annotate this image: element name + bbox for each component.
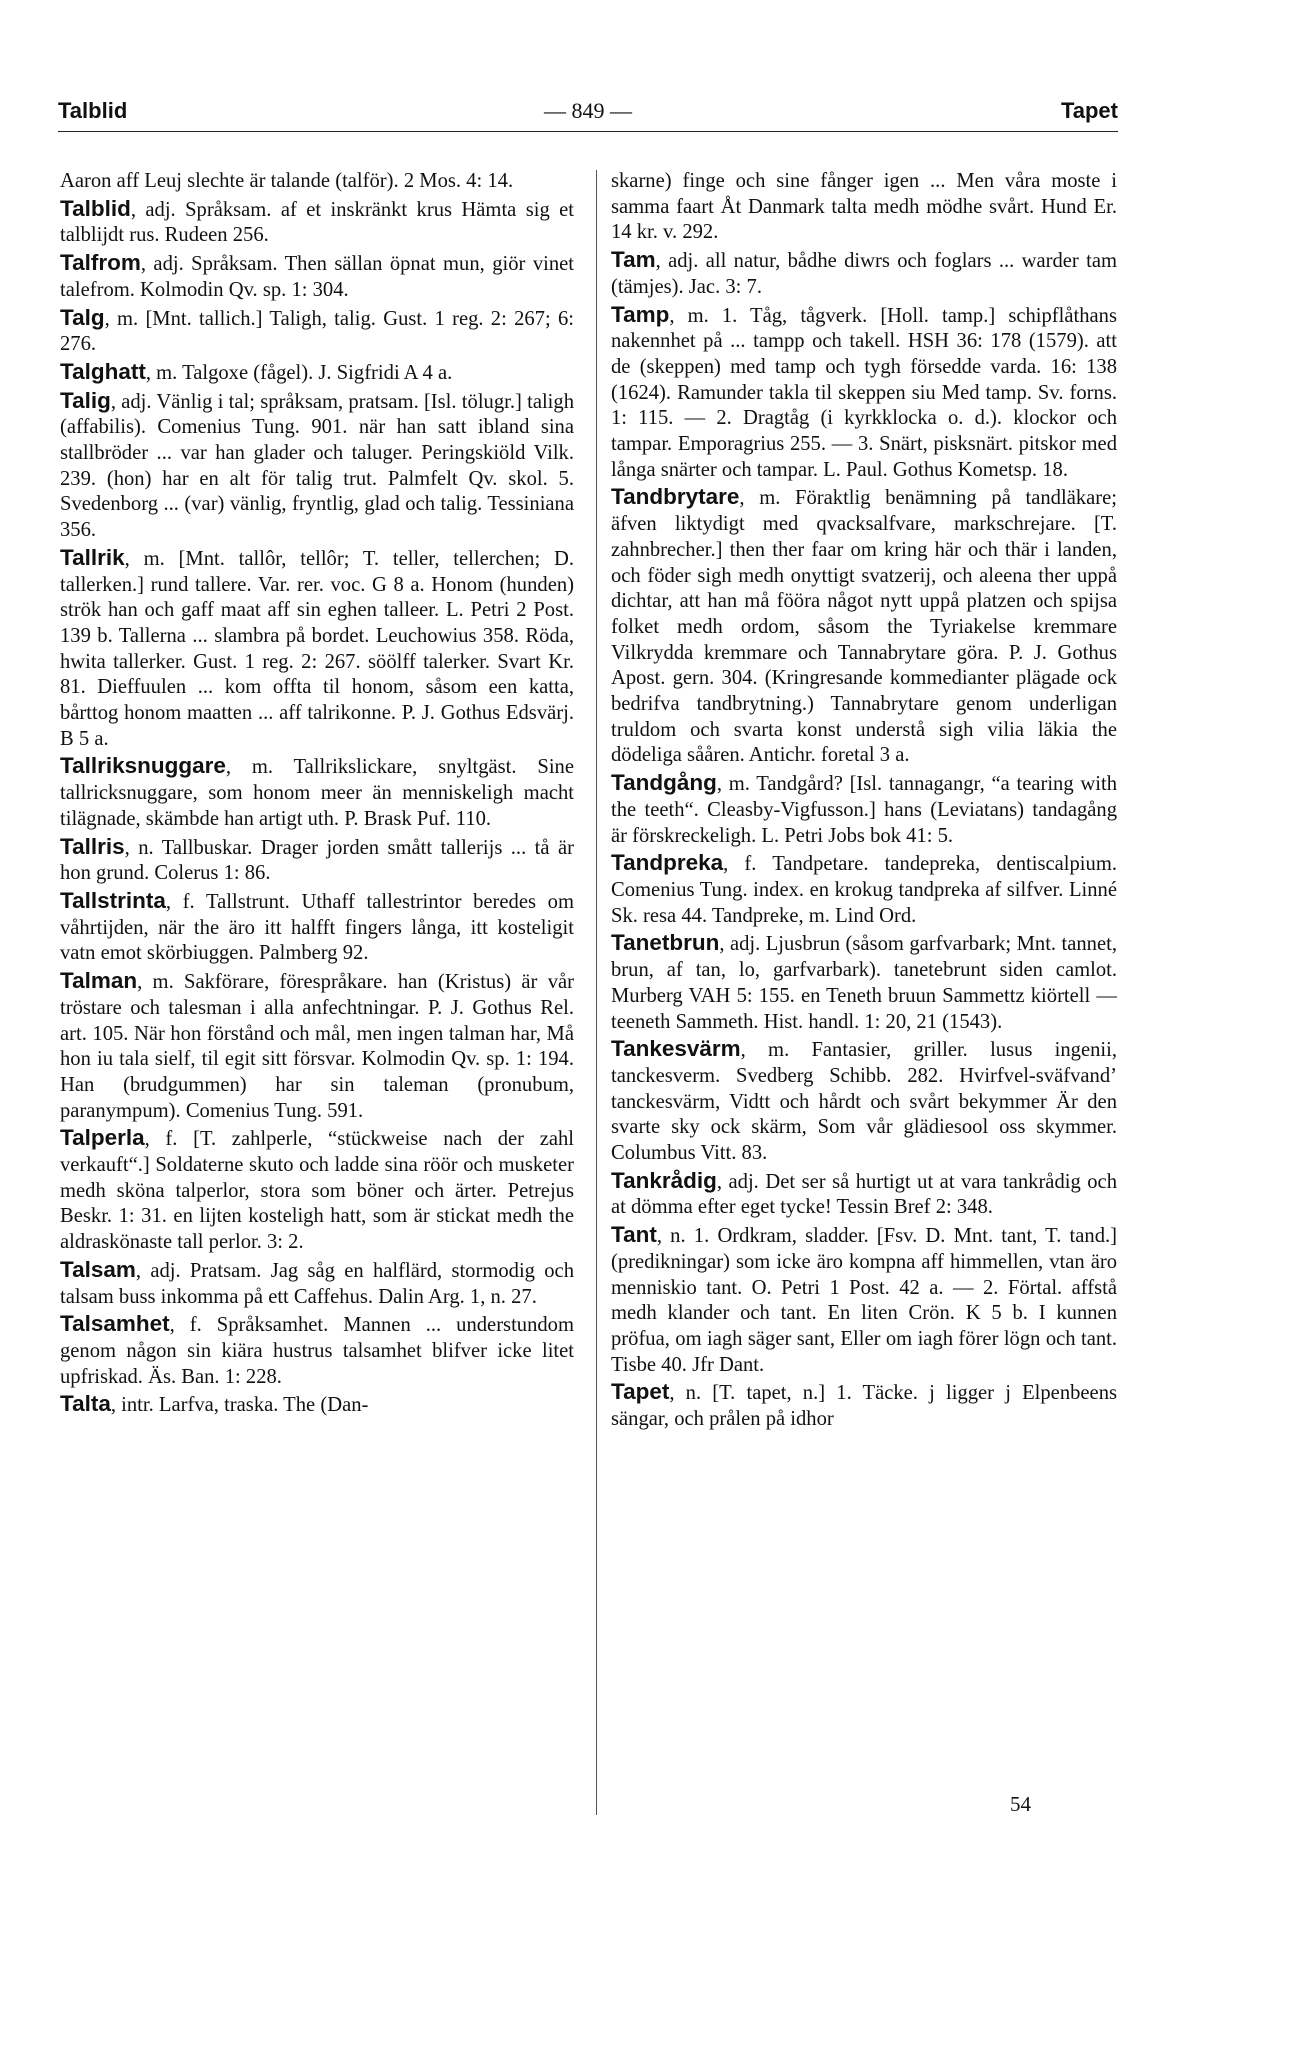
entry-headword: Talig (60, 387, 111, 413)
entry-headword: Tamp (611, 301, 670, 327)
signature-mark: 54 (1010, 1792, 1031, 1816)
left-column (60, 168, 574, 1419)
dictionary-entry: Tankrådig, adj. Det ser så hurtigt ut at vara tankrådig och at dömma efter eget tycke! Tessin Bref 2: 348. (611, 1167, 1117, 1219)
dictionary-entry: Talta, intr. Larfva, traska. The (Dan- (60, 1391, 369, 1417)
dictionary-entry: Aaron aff Leuj slechte är talande (talför). 2 Mos. 4: 14. (60, 170, 514, 192)
dictionary-entry: Tandbrytare, m. Föraktlig benämning på tandläkare; äfven liktydigt med qvacksalfvare, markschrejare. [T. zahnbrecher.] then ther faar om kring här och thär i landen, och föder sigh medh onyttigt svatzerij, och aleena ther uppå dichtar, att han må fööra något nytt uppå platzen och spijsa folket medh ordom, såsom the Tyriakelse kremmare Vilkrydda kremmare och Tannabrytare göra. P. J. Gothus Apost. gern. 304. (Kringresande kommedianter plägade ock bedrifva tandbrytning.) Tannabrytare genom underligan truldom och svarta konst understå sigh vilia läkia the dödeliga sååren. Antichr. foretal 3 a. (611, 484, 1117, 767)
dictionary-entry: Talman, m. Sakförare, förespråkare. han (Kristus) är vår tröstare och talesman i alla anfechtningar. P. J. Gothus Rel. art. 105. När hon förstånd och mål, men ingen talman har, Må hon iu tala sielf, til egit sitt försvar. Kolmodin Qv. sp. 1: 194. Han (brudgummen) har sin taleman (pronubum, paranympum). Comenius Tung. 591. (60, 968, 574, 1122)
dictionary-entry: Tandpreka, f. Tandpetare. tandepreka, dentiscalpium. Comenius Tung. index. en krokug tandpreka af silfver. Linné Sk. resa 44. Tandpreke, m. Lind Ord. (611, 850, 1117, 927)
dictionary-entry: Talfrom, adj. Språksam. Then sällan öpnat mun, giör vinet talefrom. Kolmodin Qv. sp. 1: 304. (60, 250, 574, 301)
entry-headword: Talghatt (60, 358, 146, 384)
dictionary-entry: Tam, adj. all natur, bådhe diwrs och foglars ... warder tam (tämjes). Jac. 3: 7. (611, 247, 1117, 298)
dictionary-entry: Talsam, adj. Pratsam. Jag såg en halflärd, stormodig och talsam buss inkomma på ett Caffehus. Dalin Arg. 1, n. 27. (60, 1256, 574, 1308)
dictionary-entry: Talperla, f. [T. zahlperle, “stückweise nach der zahl verkauft“.] Soldaterne skuto och ladde sina röör och musketer medh sköna talperlor, stora som böner och ärter. Petrejus Beskr. 1: 31. en lijten kosteligh hatt, som är stickat medh the aldraskönaste tall perlor. 3: 2. (60, 1125, 574, 1254)
running-header (58, 98, 1118, 134)
entry-headword: Tankesvärm (611, 1036, 741, 1062)
header-last-word: Tapet (1060, 98, 1118, 123)
header-first-word: Talblid (58, 98, 128, 123)
entry-headword: Tankrådig (611, 1167, 717, 1193)
dictionary-entry: Tallriksnuggare, m. Tallrikslickare, snyltgäst. Sine tallricksnuggare, som honom meer än menniskeligh macht tilägnade, skämbde han artigt uth. P. Brask Puf. 110. (60, 753, 574, 830)
dictionary-entry: Tamp, m. 1. Tåg, tågverk. [Holl. tamp.] schipflåthans nakennhet på ... tampp och takell. HSH 36: 178 (1579). att de (skeppen) med tamp och tygh försedde varda. 16: 138 (1624). Ramunder takla til skeppen siu Med tamp. Sv. forns. 1: 115. — 2. Dragtåg (i kyrkklocka o. d.). klockor och tampar. Emporagrius 255. — 3. Snärt, pisksnärt. pitskor med långa snärter och tampar. L. Paul. Gothus Kometsp. 18. (611, 301, 1117, 481)
dictionary-entry: Tallstrinta, f. Tallstrunt. Uthaff tallestrintor beredes om våhrtijden, när the äro itt halfft fingers långa, itt kosteligit vatn emot skörbiuggen. Palmberg 92. (60, 887, 574, 965)
entry-headword: Tandgång (611, 770, 717, 796)
entry-headword: Talblid (60, 195, 131, 221)
column-divider (596, 170, 597, 1815)
dictionary-entry: Tallris, n. Tallbuskar. Drager jorden smått tallerijs ... tå är hon grund. Colerus 1: 86. (60, 833, 574, 885)
dictionary-entry: skarne) finge och sine fånger igen ... Men våra moste i samma faart Åt Danmark talta medh mödhe svårt. Hund Er. 14 kr. v. 292. (611, 170, 1117, 244)
entry-headword: Tallriksnuggare (60, 753, 226, 779)
dictionary-entry: Talsamhet, f. Språksamhet. Mannen ... understundom genom någon sin kiära hustrus talsamhet blifver icke litet upfriskad. Äs. Ban. 1: 228. (60, 1311, 574, 1388)
entry-headword: Tam (611, 247, 656, 273)
entry-headword: Tallrik (60, 544, 125, 570)
entry-headword: Talman (60, 968, 138, 994)
dictionary-entry: Tankesvärm, m. Fantasier, griller. lusus ingenii, tanckesverm. Svedberg Schibb. 282. Hvirfvel-sväfvand’ tanckesvärm, Vidtt och hårdt och svårt bekymmer Är den svarte sky ock skärm, Som vår glädiesool oss skymmer. Columbus Vitt. 83. (611, 1036, 1117, 1165)
dictionary-entry: Talig, adj. Vänlig i tal; språksam, pratsam. [Isl. tölugr.] taligh (affabilis). Comenius Tung. 901. när han satt ibland sina stallbröder ... var han glader och taluger. Peringskiöld Vilk. 239. (hon) har en alt för talig trut. Palmfelt Qv. skol. 5. Svedenborg ... (var) vänlig, fryntlig, glad och talig. Tessiniana 356. (60, 387, 574, 542)
entry-headword: Talta (60, 1391, 111, 1417)
entry-headword: Talfrom (60, 250, 141, 276)
dictionary-entry: Tallrik, m. [Mnt. tallôr, tellôr; T. teller, tellerchen; D. tallerken.] rund tallere. Var. rer. voc. G 8 a. Honom (hunden) strök han och gaff maat aff sin eghen talleer. L. Petri 2 Post. 139 b. Tallerna ... slambra på bordet. Leuchowius 358. Röda, hwita tallerker. Gust. 1 reg. 2: 267. söölff talerker. Svart Kr. 81. Dieffuulen ... kom offta til honom, såsom een katta, bårttog honom maatten ... aff talrikonne. P. J. Gothus Edsvärj. B 5 a. (60, 544, 574, 750)
header-rule (58, 131, 1118, 132)
right-column (611, 168, 1117, 1433)
entry-headword: Tandpreka (611, 850, 724, 876)
entry-headword: Tallris (60, 833, 125, 859)
dictionary-entry: Tant, n. 1. Ordkram, sladder. [Fsv. D. Mnt. tant, T. tand.] (predikningar) som icke äro kompna aff himmellen, vtan äro menniskio tant. O. Petri 1 Post. 42 a. — 2. Förtal. affstå medh klander och tant. En liten Crön. K 5 b. I kunnen pröfua, om iagh säger sant, Eller om iagh förer lögn och tant. Tisbe 40. Jfr Dant. (611, 1222, 1117, 1376)
dictionary-entry: Talg, m. [Mnt. tallich.] Taligh, talig. Gust. 1 reg. 2: 267; 6: 276. (60, 304, 574, 356)
entry-headword: Talg (60, 304, 105, 330)
dictionary-entry: Tanetbrun, adj. Ljusbrun (såsom garfvarbark; Mnt. tannet, brun, af tan, lo, garfvarbark). tanetebrunt siden camlot. Murberg VAH 5: 155. en Teneth bruun Sammettz kiörtell — teeneth Sammeth. Hist. handl. 1: 20, 21 (1543). (611, 930, 1117, 1033)
dictionary-entry: Tandgång, m. Tandgård? [Isl. tannagangr, “a tearing with the teeth“. Cleasby-Vigfusson.] hans (Leviatans) tandagång är förskreckeligh. L. Petri Jobs bok 41: 5. (611, 770, 1117, 847)
entry-headword: Talperla (60, 1125, 145, 1151)
entry-headword: Talsamhet (60, 1311, 170, 1337)
dictionary-entry: Talblid, adj. Språksam. af et inskränkt krus Hämta sig et talblijdt rus. Rudeen 256. (60, 195, 574, 247)
entry-headword: Talsam (60, 1256, 136, 1282)
entry-headword: Tapet (611, 1379, 670, 1405)
entry-headword: Tallstrinta (60, 887, 166, 913)
entry-headword: Tandbrytare (611, 484, 740, 510)
dictionary-entry: Talghatt, m. Talgoxe (fågel). J. Sigfridi A 4 a. (60, 358, 453, 384)
dictionary-entry: Tapet, n. [T. tapet, n.] 1. Täcke. j ligger j Elpenbeens sängar, och prålen på idhor (611, 1379, 1117, 1431)
entry-headword: Tanetbrun (611, 930, 720, 956)
entry-headword: Tant (611, 1222, 657, 1248)
header-page-number: — 849 — (544, 98, 632, 123)
